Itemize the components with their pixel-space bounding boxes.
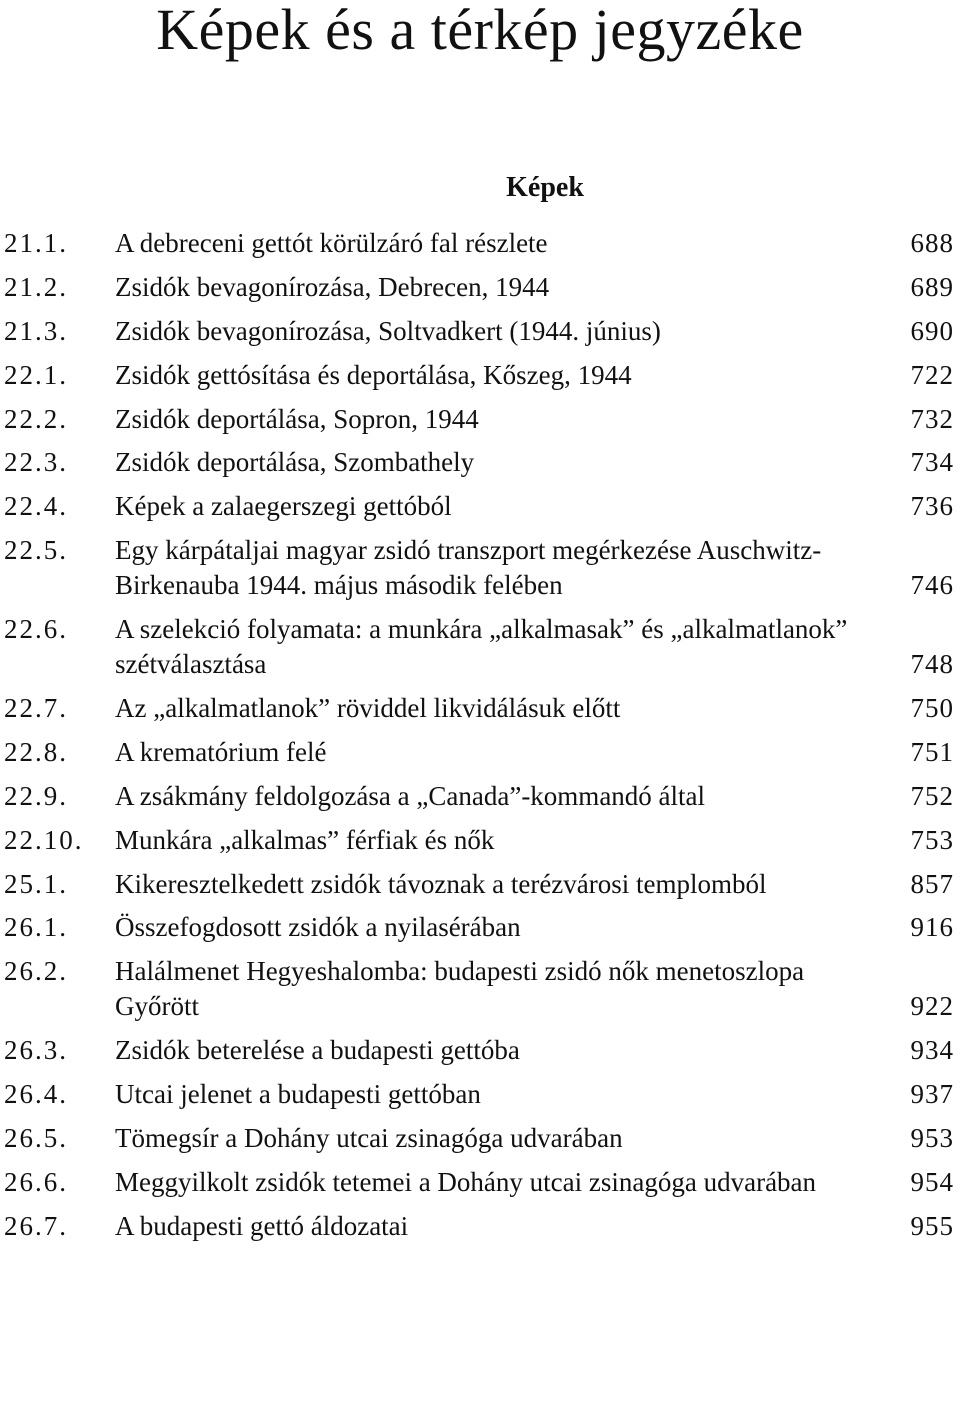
entry-page-number: 748 [910,649,954,680]
entry-title: Zsidók gettósítása és deportálása, Kőszeg, 1944 [115,359,632,390]
entry-number: 22.4. [4,491,68,522]
list-item [0,691,960,726]
entry-title: A debreceni gettót körülzáró fal részlete [115,228,548,258]
entry-number: 26.1. [4,912,68,943]
list-item [0,445,960,480]
list-item [0,314,960,349]
page-title: Képek és a térkép jegyzéke [156,0,804,62]
list-item [0,533,960,603]
entry-page-number: 937 [910,1079,954,1110]
entry-number: 26.5. [4,1123,68,1154]
entry-title: Egy kárpátaljai magyar zsidó transzport megérkezése Auschwitz-Birkenauba 1944. május második felében [115,535,822,601]
entry-page-number: 750 [910,693,954,724]
entry-number: 26.7. [4,1210,68,1241]
entry-page-number: 734 [910,447,954,478]
list-item [0,612,960,682]
entry-number: 22.2. [4,403,68,434]
list-item [0,358,960,393]
entry-page-number: 746 [910,570,954,601]
list-item [0,735,960,770]
entry-title: A zsákmány feldolgozása a „Canada”-kommandó által [115,780,706,811]
list-item [0,1121,960,1156]
entry-number: 25.1. [4,868,68,899]
entry-number: 21.2. [4,271,68,302]
entry-page-number: 732 [910,403,954,434]
list-item [0,489,960,524]
entry-number: 22.7. [4,693,68,724]
entry-page-number: 689 [910,271,954,302]
entry-title: A szelekció folyamata: a munkára „alkalmasak” és „alkalmatlanok” szétválasztása [115,614,848,680]
entry-page-number: 955 [910,1210,954,1241]
entry-title: Halálmenet Hegyeshalomba: budapesti zsidó nők menetoszlopa Győrött [115,956,805,1022]
entry-number: 26.6. [4,1166,68,1197]
list-item [0,1165,960,1200]
entry-page-number: 751 [910,736,954,767]
entry-number: 21.1. [4,228,68,258]
entry-title: A krematórium felé [115,736,327,767]
entry-title: Munkára „alkalmas” férfiak és nők [115,824,495,855]
entry-title: Zsidók bevagonírozása, Soltvadkert (1944. június) [115,315,661,346]
list-item [0,867,960,902]
entry-number: 22.10. [4,824,84,855]
list-item [0,1033,960,1068]
list-item [0,1209,960,1244]
entry-page-number: 752 [910,780,954,811]
entry-number: 22.3. [4,447,68,478]
entry-page-number: 722 [910,359,954,390]
entry-title: Zsidók deportálása, Sopron, 1944 [115,403,479,434]
entry-page-number: 736 [910,491,954,522]
entry-page-number: 922 [910,991,954,1022]
entry-title: Az „alkalmatlanok” röviddel likvidálásuk előtt [115,693,621,724]
entry-title: Meggyilkolt zsidók tetemei a Dohány utcai zsinagóga udvarában [115,1166,817,1197]
entry-title: Összefogdosott zsidók a nyilasérában [115,912,521,943]
entry-page-number: 954 [910,1166,954,1197]
entry-number: 22.6. [4,614,68,645]
entry-title: Tömegsír a Dohány utcai zsinagóga udvarában [115,1123,623,1154]
list-item [0,910,960,945]
entry-page-number: 857 [910,868,954,899]
entry-title: A budapesti gettó áldozatai [115,1210,409,1241]
list-item [0,954,960,1024]
entry-title: Zsidók beterelése a budapesti gettóba [115,1035,520,1066]
entry-number: 22.5. [4,535,68,566]
entry-number: 22.9. [4,780,68,811]
entry-page-number: 688 [910,228,954,258]
entry-number: 26.3. [4,1035,68,1066]
entry-number: 26.2. [4,956,68,987]
entry-list [0,226,960,1253]
list-item [0,779,960,814]
entry-page-number: 690 [910,315,954,346]
entry-number: 21.3. [4,315,68,346]
entry-page-number: 934 [910,1035,954,1066]
entry-title: Zsidók bevagonírozása, Debrecen, 1944 [115,271,550,302]
entry-number: 22.8. [4,736,68,767]
entry-title: Képek a zalaegerszegi gettóból [115,491,452,522]
entry-title: Zsidók deportálása, Szombathely [115,447,475,478]
entry-number: 26.4. [4,1079,68,1110]
entry-page-number: 953 [910,1123,954,1154]
entry-page-number: 916 [910,912,954,943]
list-item [0,226,960,261]
list-item [0,270,960,305]
entry-title: Utcai jelenet a budapesti gettóban [115,1079,481,1110]
entry-title: Kikeresztelkedett zsidók távoznak a terézvárosi templomból [115,868,767,899]
entry-page-number: 753 [910,824,954,855]
section-heading: Képek [506,172,584,203]
list-item [0,402,960,437]
list-item [0,1077,960,1112]
entry-number: 22.1. [4,359,68,390]
list-item [0,823,960,858]
